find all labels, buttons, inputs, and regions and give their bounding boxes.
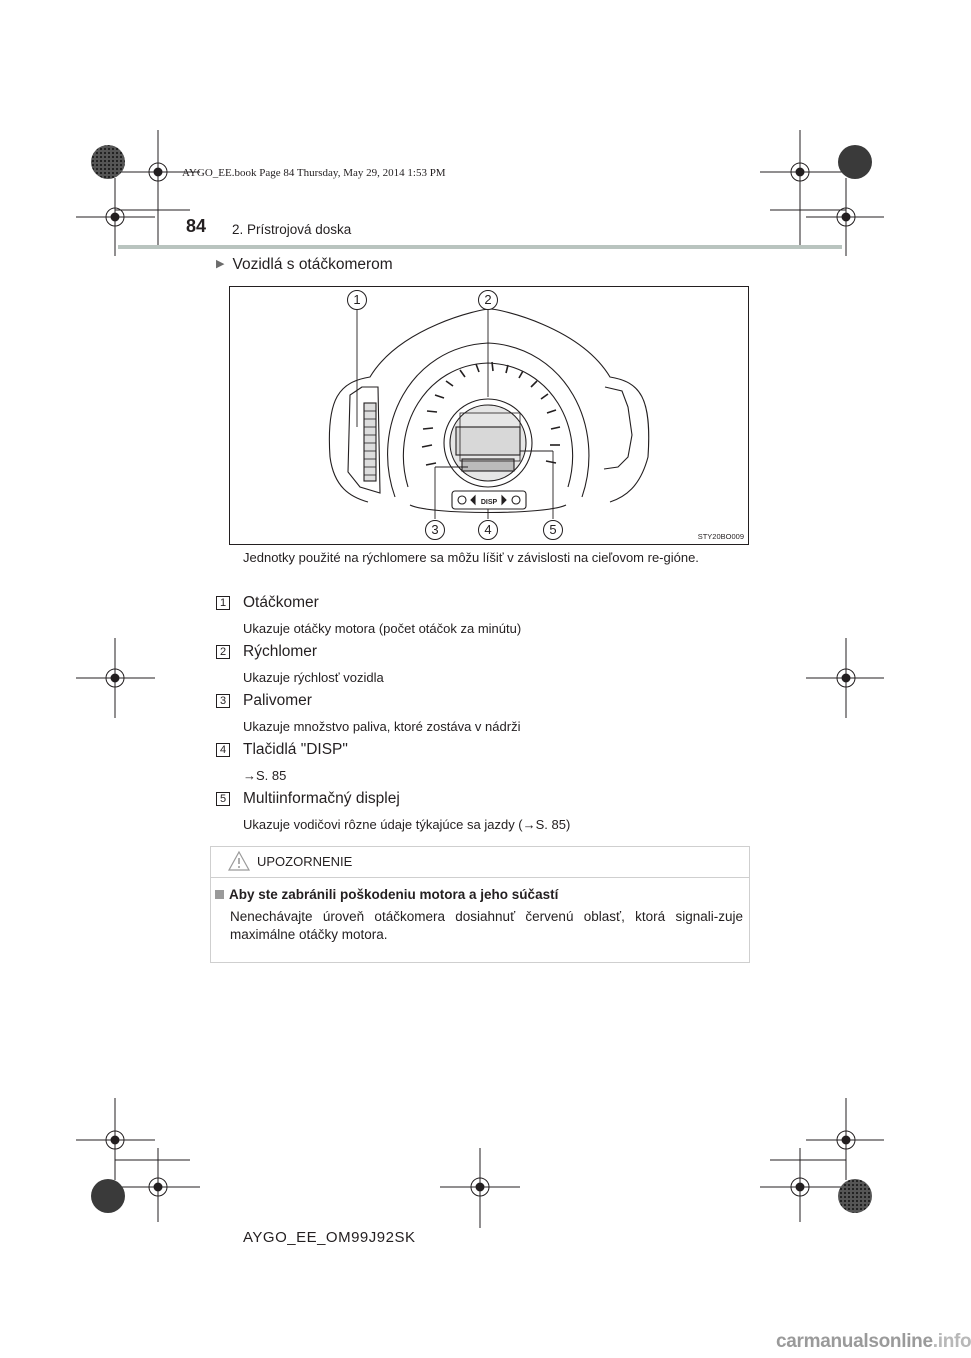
callout-5: 5: [543, 520, 563, 540]
units-note: Jednotky použité na rýchlomere sa môžu líšiť v závislosti na cieľovom re-gióne.: [243, 550, 699, 565]
warning-subhead: [215, 887, 558, 902]
item-title: Tlačidlá "DISP": [243, 741, 348, 758]
running-head: 2. Prístrojová doska: [232, 222, 352, 237]
item-number: 4: [216, 743, 230, 757]
warning-header: [211, 847, 749, 878]
item-number: 5: [216, 792, 230, 806]
callout-3: 3: [425, 520, 445, 540]
warning-triangle-icon: [228, 851, 250, 871]
page-number: 84: [186, 216, 207, 236]
square-bullet-icon: [215, 890, 224, 899]
item-number: 1: [216, 596, 230, 610]
item-number: 3: [216, 694, 230, 708]
header-rule: [118, 245, 842, 249]
section-title-text: Vozidlá s otáčkomerom: [232, 256, 393, 273]
warning-text: Nenechávajte úroveň otáčkomera dosiahnuť červenú oblasť, ktorá signali-zuje maximálne otáčky motora.: [230, 909, 743, 942]
warning-box: [210, 846, 750, 963]
triangle-bullet-icon: ▶: [216, 258, 225, 270]
item-description: Ukazuje vodičovi rôzne údaje týkajúce sa jazdy (→S. 85): [243, 817, 571, 832]
instrument-cluster-illustration: [230, 287, 748, 544]
callout-2: 2: [478, 290, 498, 310]
item-description: Ukazuje otáčky motora (počet otáčok za minútu): [243, 621, 522, 636]
item-title: Rýchlomer: [243, 643, 318, 660]
item-title: Otáčkomer: [243, 594, 319, 611]
watermark-suffix: .info: [932, 1331, 971, 1352]
warning-label: UPOZORNENIE: [257, 854, 353, 869]
item-title: Multiinformačný displej: [243, 790, 400, 807]
watermark-main: carmanualsonline: [776, 1331, 933, 1352]
instrument-cluster-figure: [229, 286, 749, 545]
callout-4: 4: [478, 520, 498, 540]
item-description: Ukazuje rýchlosť vozidla: [243, 670, 384, 685]
footer-code: AYGO_EE_OM99J92SK: [243, 1229, 416, 1246]
item-title: Palivomer: [243, 692, 312, 709]
callout-1: 1: [347, 290, 367, 310]
item-page-reference[interactable]: →S. 85: [243, 768, 287, 783]
item-number: 2: [216, 645, 230, 659]
figure-code: STY20BO009: [697, 532, 744, 541]
section-title: [216, 256, 393, 274]
warning-subhead-text: Aby ste zabránili poškodeniu motora a jeho súčastí: [229, 887, 559, 902]
item-description: Ukazuje množstvo paliva, ktoré zostáva v nádrži: [243, 719, 521, 734]
watermark[interactable]: [776, 1331, 971, 1353]
book-stamp: AYGO_EE.book Page 84 Thursday, May 29, 2014 1:53 PM: [182, 167, 446, 179]
disp-button-label: DISP: [480, 499, 498, 506]
